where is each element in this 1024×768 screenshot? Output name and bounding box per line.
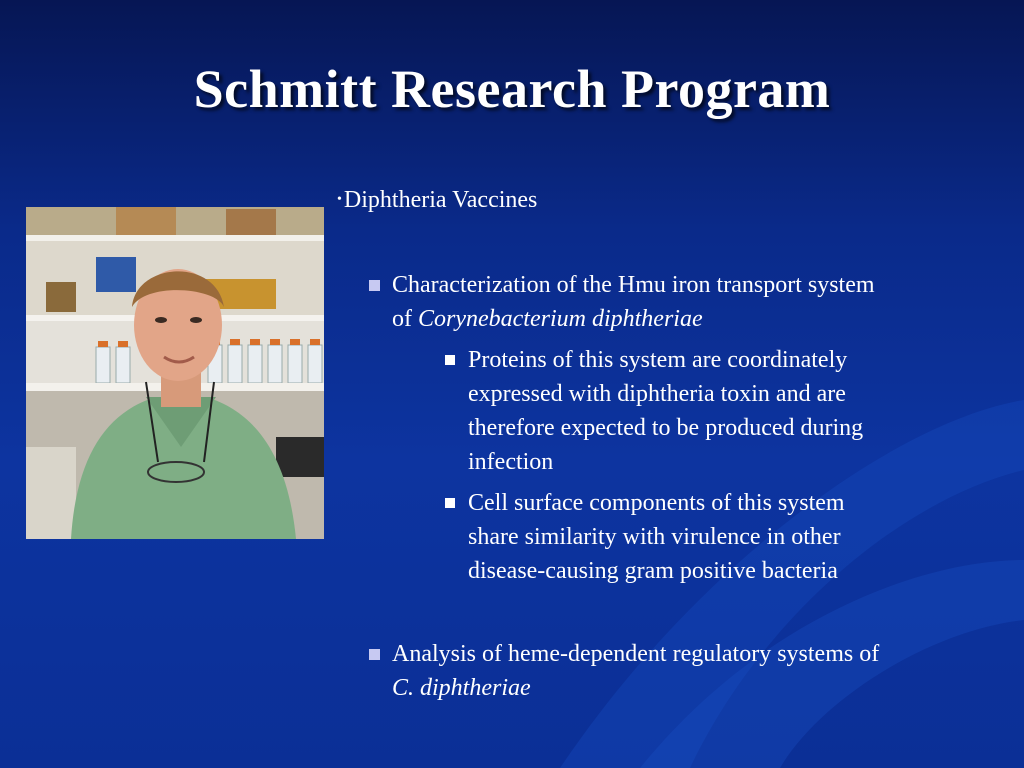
list-item-line bbox=[392, 302, 972, 336]
list-item bbox=[392, 268, 972, 336]
square-bullet-icon bbox=[445, 498, 455, 508]
square-bullet-icon bbox=[369, 649, 380, 660]
bullet-dot-icon: • bbox=[337, 192, 342, 207]
sub-item-line: share similarity with virulence in other bbox=[468, 524, 841, 550]
square-bullet-icon bbox=[445, 355, 455, 365]
sub-list-item bbox=[468, 343, 948, 479]
square-bullet-icon bbox=[369, 280, 380, 291]
sub-item-line: disease-causing gram positive bacteria bbox=[468, 558, 838, 584]
topic-bullet bbox=[337, 187, 537, 214]
sub-list-item bbox=[468, 486, 948, 588]
sub-item-line: infection bbox=[468, 449, 554, 475]
sub-item-line: expressed with diphtheria toxin and are bbox=[468, 381, 846, 407]
sub-item-line: Proteins of this system are coordinately bbox=[468, 347, 848, 373]
topic-text: Diphtheria Vaccines bbox=[343, 187, 538, 213]
list-item-line bbox=[392, 671, 972, 705]
list-item-line: Characterization of the Hmu iron transport system bbox=[392, 272, 875, 298]
list-item bbox=[392, 637, 972, 705]
list-item-text: of bbox=[392, 306, 418, 332]
portrait-photo bbox=[26, 207, 324, 539]
list-item-line: Analysis of heme-dependent regulatory systems of bbox=[392, 641, 880, 667]
sub-item-line: Cell surface components of this system bbox=[468, 490, 845, 516]
slide-title: Schmitt Research Program bbox=[193, 59, 831, 119]
species-name: C. diphtheriae bbox=[392, 675, 531, 701]
species-name: Corynebacterium diphtheriae bbox=[418, 306, 703, 332]
sub-item-line: therefore expected to be produced during bbox=[468, 415, 864, 441]
